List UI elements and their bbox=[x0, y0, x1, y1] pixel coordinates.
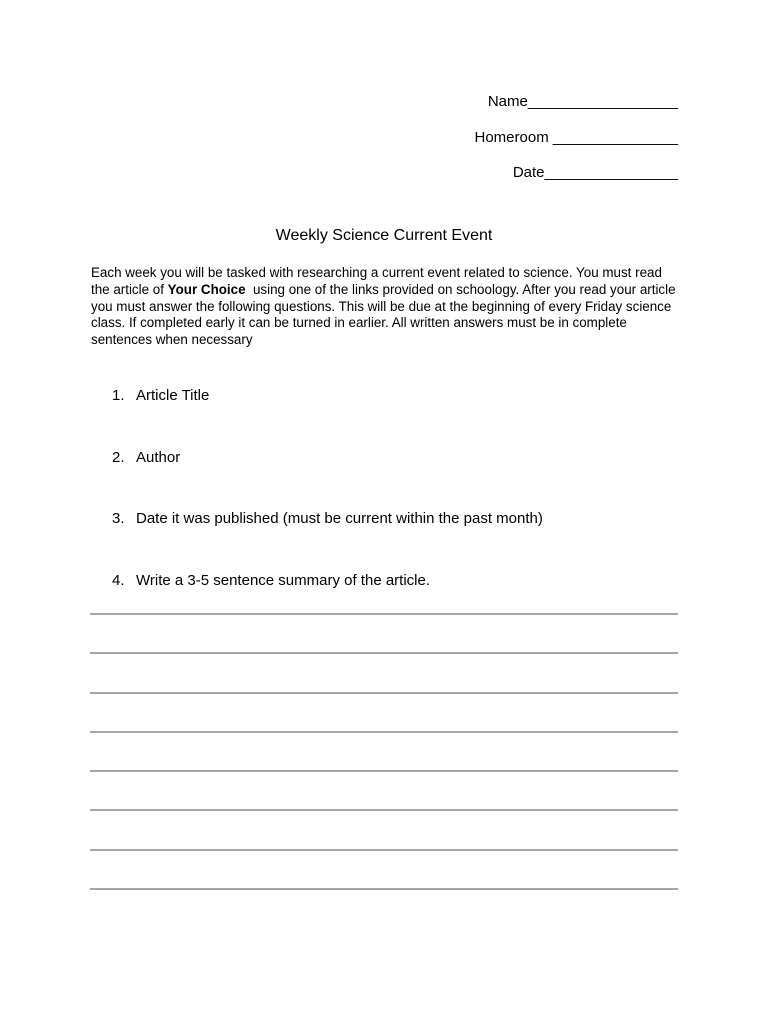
instructions-paragraph bbox=[91, 265, 683, 349]
question-number: 1. bbox=[112, 387, 125, 404]
question-number: 4. bbox=[112, 571, 125, 589]
question-item bbox=[0, 448, 768, 510]
question-item bbox=[0, 509, 768, 571]
answer-line bbox=[90, 652, 678, 691]
answer-line bbox=[90, 613, 678, 652]
answer-line bbox=[90, 888, 678, 927]
answer-line bbox=[90, 809, 678, 848]
homeroom-field: Homeroom _______________ bbox=[474, 128, 678, 146]
question-item bbox=[0, 386, 768, 448]
question-number: 2. bbox=[112, 448, 125, 466]
answer-line bbox=[90, 849, 678, 888]
question-text: Author bbox=[136, 448, 181, 466]
student-info-fields bbox=[475, 93, 679, 200]
answer-line bbox=[90, 770, 678, 809]
question-text: Date it was published (must be current within the past month) bbox=[136, 510, 543, 527]
question-number: 3. bbox=[112, 510, 125, 527]
question-text: Write a 3-5 sentence summary of the article. bbox=[136, 571, 431, 589]
question-text: Article Title bbox=[136, 387, 210, 404]
worksheet-title: Weekly Science Current Event bbox=[275, 227, 493, 244]
answer-line bbox=[90, 731, 678, 770]
instructions-text-part2: using one of the links provided on schoology. After you read your article you must answer the following questions. This will be due at the beginning of every Friday science class. If completed early it can be turned in earlier. All written answers must be in complete sentences when necessary bbox=[91, 281, 680, 348]
instructions-text-part1: Each week you will be tasked with researching a current event related to science. You must read the article of bbox=[91, 265, 662, 297]
date-field: Date________________ bbox=[512, 164, 678, 181]
instructions-bold-text: Your Choice bbox=[167, 281, 246, 297]
name-field: Name__________________ bbox=[487, 93, 678, 110]
question-list bbox=[0, 386, 768, 632]
answer-line bbox=[90, 692, 678, 731]
summary-answer-lines bbox=[90, 613, 678, 927]
